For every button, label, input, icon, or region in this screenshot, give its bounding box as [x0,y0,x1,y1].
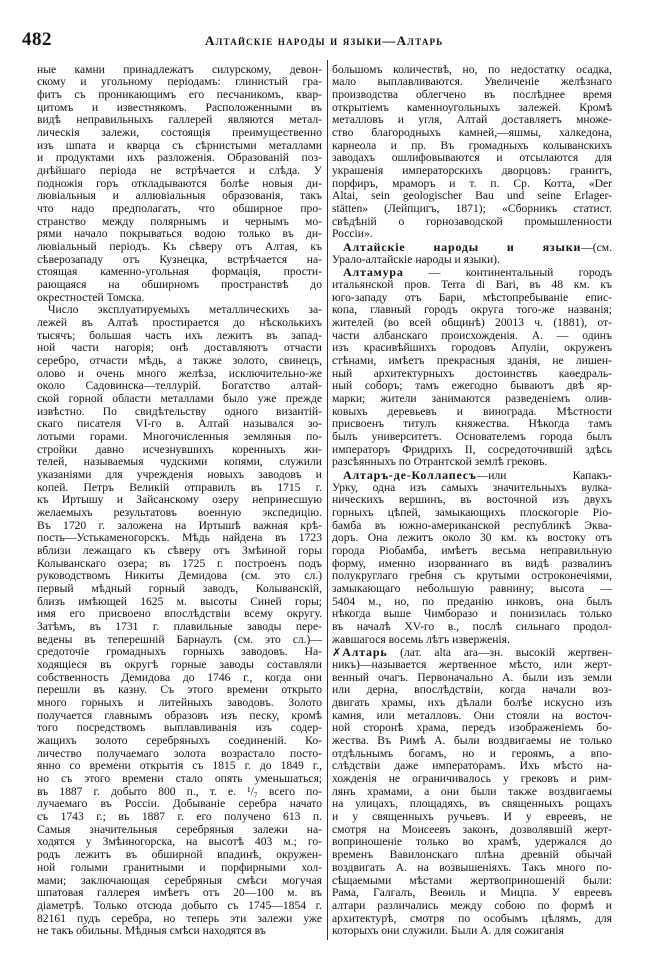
article-entry [332,469,612,646]
text-line: рающаяся на обширномъ пространствѣ до [37,277,322,291]
text-line: ходящіеся въ округѣ горные заводы составляли [37,658,322,672]
text-line: лювіальный періодъ. Къ сѣверу отъ Алтая, къ [37,239,322,253]
text-line: на улицахъ, площадяхъ, въ священныхъ рощахъ [332,797,612,811]
text-line: заводахъ ошлифовываются и отсылаются для [332,151,612,165]
text-line: нѣкогда выше Чимборазо и понизилась только [332,607,612,621]
text-line: украшенія императорскихъ дворцовъ: гранитъ, [332,163,612,177]
text-line: ной части нагорія; онѣ доставляютъ отчасти [37,341,322,355]
text-line: части албанскаго происхожденія. А. — одинъ [332,328,612,342]
text-line: открытіемъ каменноугольныхъ залежей. Кромѣ [332,100,612,114]
text-line: мало выплавливаются. Увеличеніе желѣзнаго [332,75,612,89]
text-line: двигать храмы, ихъ дѣлали болѣе искусно изъ [332,696,612,710]
text-line: пость—Устькаменогорскъ. Мѣдь найдена въ 1723 [37,531,322,545]
text-line: ническихъ вершинъ, въ восточной изъ двухъ [332,493,612,507]
column-divider [327,60,328,940]
text-line: копа, главный городъ округа того-же названія; [332,303,612,317]
text-line: или дерна, впослѣдствіи, когда начали воз- [332,683,612,697]
text-line: Въ 1720 г. заложена на Иртышѣ важная крѣ- [37,518,322,532]
text-line: стѣнами, имѣетъ прекрасныя зданія, не лишен- [332,353,612,367]
text-line: stätten» (Лейпцигъ, 1871); «Сборникъ статист. [332,201,612,215]
paragraph [37,304,322,938]
running-title: Алтайскіе народы и языки—Алтарь [205,33,444,48]
text-line: и у священныхъ ручьевъ. И у евреевъ, не [332,810,612,824]
text-line: ной сторонѣ храма, передъ изображеніемъ бо- [332,721,612,735]
text-line: жителей (во всей общинѣ) 20013 ч. (1881), от- [332,315,612,329]
text-line: скаго писателя VI-го в. Алтай назывался зо- [37,417,322,431]
text-line: изъ красивѣйшихъ городовъ Апуліи, окруженъ [332,341,612,355]
text-line: металловъ и угля, Алтай доставляетъ множе- [332,113,612,127]
text-line: лянъ храмами, а они были также воздвигаемы [332,784,612,798]
text-line: руководствомъ Никиты Демидова (см. это сл.) [37,569,322,583]
text-line: діаметрѣ. Только отсюда добыто съ 1745—1854 г. [37,898,322,912]
text-line: извѣстно. По свидѣтельству одного византій- [37,404,322,418]
text-line: днѣйшаго періода не встрѣчается и слѣда. У [37,163,322,177]
text-line: Россіи». [332,227,373,241]
text-line: серебро, отчасти мѣдь, а также золото, свинецъ, [37,353,322,367]
text-line: видѣ неправильныхъ галлерей являются метал- [37,113,322,127]
text-line: близъ имѣющей 1625 м. высоты Синей горы; [37,594,322,608]
text-line: янно со времени открытія съ 1815 г. до 1849 г., [37,759,322,773]
text-line: которыхъ они служили. Были А. для сожиганія [332,924,564,938]
text-line: карнеола и пр. Въ громадныхъ колыванскихъ [332,138,612,152]
text-line: смотря на Моисеевъ законъ, дозволявшій жерт- [332,822,612,836]
text-line: никъ)—называется жертвенное мѣсто, или жерт- [332,658,612,672]
text-line: рями начало покрываться водою только въ ди- [37,227,322,241]
text-line: и продуктами ихъ разложенія. Образованій поз- [37,151,322,165]
text-line: итальянской пров. Terra di Bari, въ 48 км. къ [332,277,612,291]
text-line: ные камни принадлежатъ силурскому, девон- [37,62,322,76]
text-line: къ Иртышу и Зайсанскому озеру непринесшую [37,493,322,507]
handwritten-mark-icon: ✗ [332,646,342,660]
text-line: присвоенъ титулъ княжества. Нѣкогда тамъ [332,417,612,431]
text-line: лучаемаго въ Россіи. Добываніе серебра начато [37,797,322,811]
article-entry [332,266,612,469]
text-line: производства облегчено въ послѣднее время [332,87,612,101]
text-line [332,241,612,254]
text-line: Колыванскаго озера; въ 1725 г. построенъ подъ [37,556,322,570]
text-line: хожденія не ограничивалось у грековъ и рим- [332,772,612,786]
text-line: въ 1887 г. добыто 800 п., т. е. ¹/₇ всего по- [37,784,322,798]
text-line: собственность Демидова до 1746 г., когда они [37,670,322,684]
text-line: лическія залежи, состоящія преимущественно [37,125,322,139]
headword: Алтаръ-де-Коллапесъ [343,468,477,482]
text-line: желаемыхъ результатовъ военную экспедицію. [37,506,322,520]
headword-continuation: — континентальный городъ [403,266,612,280]
text-line: доръ. Она лежитъ около 30 км. къ востоку отъ [332,531,612,545]
text-line: въ началѣ XV-го в., послѣ сильнаго продол- [332,620,612,634]
page-number: 482 [22,29,52,50]
text-line: полукруглаго гребня съ крутыми остроконечіями, [332,569,612,583]
text-line: ведены въ теперешній Барнаулъ (см. это сл.)— [37,632,322,646]
text-line: цитомъ и известнякомъ. Расположенными въ [37,100,322,114]
text-line: но съ этого времени стало опять уменьшаться; [37,772,322,786]
text-line: около Садовинска—теллурій. Богатство алтай- [37,379,322,393]
text-line: указаніями для учрежденія новыхъ заводовъ и [37,468,322,481]
text-line: стройки давно исчезнувшихъ коренныхъ жи- [37,442,322,456]
text-line: юго-западу отъ Бари, мѣстопребываніе епис- [332,290,612,304]
text-line: имя его присвоено впослѣдствіи всему округу. [37,607,322,621]
text-line: подножія горъ откладываются болѣе новыя ди- [37,176,322,190]
text-line: родъ лежитъ въ обширной впадинѣ, окружен- [37,848,322,862]
text-line: лотыми горами. Многочисленныя земляныя по- [37,429,322,443]
text-line: разсѣянныхъ по Отрантской землѣ грековъ. [332,455,548,469]
text-line: алтари различались между собою по формѣ и [332,898,612,912]
text-line: 82161 пудъ серебра, но теперь эти залежи уже [37,911,322,925]
headword: Алтарь [342,645,388,660]
text-line: копей. Петръ Великій отправилъ въ 1715 г. [37,480,322,494]
text-line: большомъ количествѣ, но, по недостатку осадка, [332,62,612,76]
text-line: императоръ Фридрихъ II, сосредоточившій здѣсь [332,442,612,456]
headword: Алтайскіе народы и языки [343,239,582,254]
text-line: первый мѣдный горный заводъ, Колыванскій, [37,582,322,596]
text-line: тысячъ; большая часть ихъ лежитъ въ запад- [37,328,322,342]
text-line: 5404 м., но, по преданію инковъ, она былъ [332,594,612,608]
text-line: жества. Въ Римѣ А. были воздвигаемы не только [332,734,612,748]
text-line: ной голыми гранитными и порфирными хол- [37,860,322,874]
text-line: города Ріобамба, имѣетъ весьма неправильную [332,544,612,558]
text-line: скому и угольному періодамъ: глинистый гра- [37,75,322,89]
text-line: вблизи лежащаго къ сѣверу отъ Змѣиной горы [37,544,322,558]
text-line: изъ шпата и кварца съ сѣрнистыми металлами [37,138,322,152]
text-line: олово и очень много желѣза, исключительно-же [37,366,322,380]
text-line: окрестностей Томска. [37,290,145,304]
text-line: Затѣмъ, въ 1731 г. плавильные заводы пере- [37,620,322,634]
text-line: бамба въ южно-американской республикѣ Эква- [332,518,612,532]
text-line: ской горной области металлами было уже прежде [37,391,322,405]
text-line: камня, или металловъ. Они стояли на восточ- [332,708,612,722]
text-line: горныхъ цѣпей, замыкающихъ плоскогоріе Ріо- [332,506,612,520]
text-line [332,469,612,482]
text-line: былъ университетъ. Основателемъ города былъ [332,429,612,443]
text-line: лювіальныя и аллювіальныя образованія, такъ [37,189,322,203]
text-line: мами; заключающая серебряныя смѣси могучая [37,873,322,887]
text-line: форму, именно изорваннаго въ видѣ развалинъ [332,556,612,570]
text-line: свѣдѣній о горнозаводской промышленности [332,214,612,228]
article-entry [332,241,612,266]
text-line: отдѣльнымъ богамъ, но и героямъ, а впо- [332,746,612,760]
text-line: ный соборъ; тамъ ежегодно бываютъ двѣ яр- [332,379,612,393]
paragraph [332,64,612,241]
left-column [37,64,322,938]
text-line: много горныхъ и литейныхъ заводовъ. Золото [37,696,322,710]
text-line: воздвигать А. на возвышеніяхъ. Такъ много по- [332,860,612,874]
text-line: ство благородныхъ камней,—яшмы, халкедона, [332,125,612,139]
text-line: порфиръ, мраморъ и т. п. Ср. Котта, «Der [332,176,612,190]
headword-continuation: —или Капакъ- [476,469,612,482]
text-line: странство между полярнымъ и чернымъ мо- [37,214,322,228]
text-line: что надо предполагать, что обширное про- [37,201,322,215]
text-line: Самыя значительныя серебряныя залежи на- [37,822,322,836]
text-line: сѣверозападу отъ Кузнецка, встрѣчается на- [37,252,322,266]
text-line: жащихъ золото серебряныхъ соединеній. Ко- [37,734,322,748]
paragraph [37,64,322,305]
right-column [332,64,612,938]
text-line: ковыхъ деревьевъ и винограда. Мѣстности [332,404,612,418]
text-line: того посредствомъ выплавливанія изъ содер- [37,721,322,735]
text-line: личество получаемаго золота возрастало посто- [37,746,322,760]
headword-continuation: (лат. alta ara—зн. высокій жертвен- [387,646,612,660]
text-line: жавшагося восемь лѣтъ изверженія. [332,632,510,646]
text-line: шпатовая галлерея имѣетъ отъ 20—100 м. въ [37,886,322,900]
headword: Алтамура [343,265,404,280]
text-line: телей, называемыя чудскими копями, служили [37,455,322,469]
text-line: перешли въ казну. Съ этого времени открыто [37,683,322,697]
text-line: Рама, Галгалъ, Веѳиль и Мицпа. У евреевъ [332,886,612,900]
text-line: Число эксплуатируемыхъ металлическихъ за- [48,303,322,317]
text-line: архитектурѣ, смотря по особымъ цѣлямъ, для [332,911,612,925]
text-line: слѣдствіи даже императорамъ. Ихъ мѣсто на- [332,759,612,773]
headword-continuation: —(см. [581,240,612,254]
text-line: сѣщаемыми мѣстами жертвоприношеній были: [332,873,612,887]
article-entry [332,646,612,937]
text-line: стоящая каменно-угольная формація, прости- [37,265,322,279]
text-line: замыкающаго небольшую равнину; высота — [332,582,612,596]
text-line: ный архитектурныхъ достоинствъ каѳедраль- [332,366,612,380]
text-line: лежей въ Алтаѣ простирается до нѣсколькихъ [37,315,322,329]
text-line: съ 1743 г.; въ 1887 г. его получено 613 п. [37,810,322,824]
text-line: Урало-алтайскіе народы и языки). [332,252,500,266]
text-line: Altai, sein geologischer Bau und seine Erlager- [332,189,612,203]
text-line: временъ Вавилонскаго плѣна древній обычай [332,848,612,862]
text-line: фитъ съ проникающимъ его песчаникомъ, квар- [37,87,322,101]
text-line: ходятся у Змѣиногорска, на высотѣ 403 м.; го- [37,835,322,849]
text-line: получается главнымъ образовъ изъ песку, кромѣ [37,708,322,722]
text-line: воприношеніе только во храмѣ, удержался до [332,835,612,849]
text-line: венный очагъ. Первоначально А. были изъ земли [332,670,612,684]
text-line: средоточіе громадныхъ горныхъ заводовъ. На- [37,645,322,659]
text-line: не такъ обильны. Мѣдныя смѣси находятся въ [37,924,266,938]
text-line: Урку, одна изъ самыхъ значительныхъ вулка- [332,480,612,494]
text-line: марки; жители занимаются разведеніемъ олив- [332,391,612,405]
